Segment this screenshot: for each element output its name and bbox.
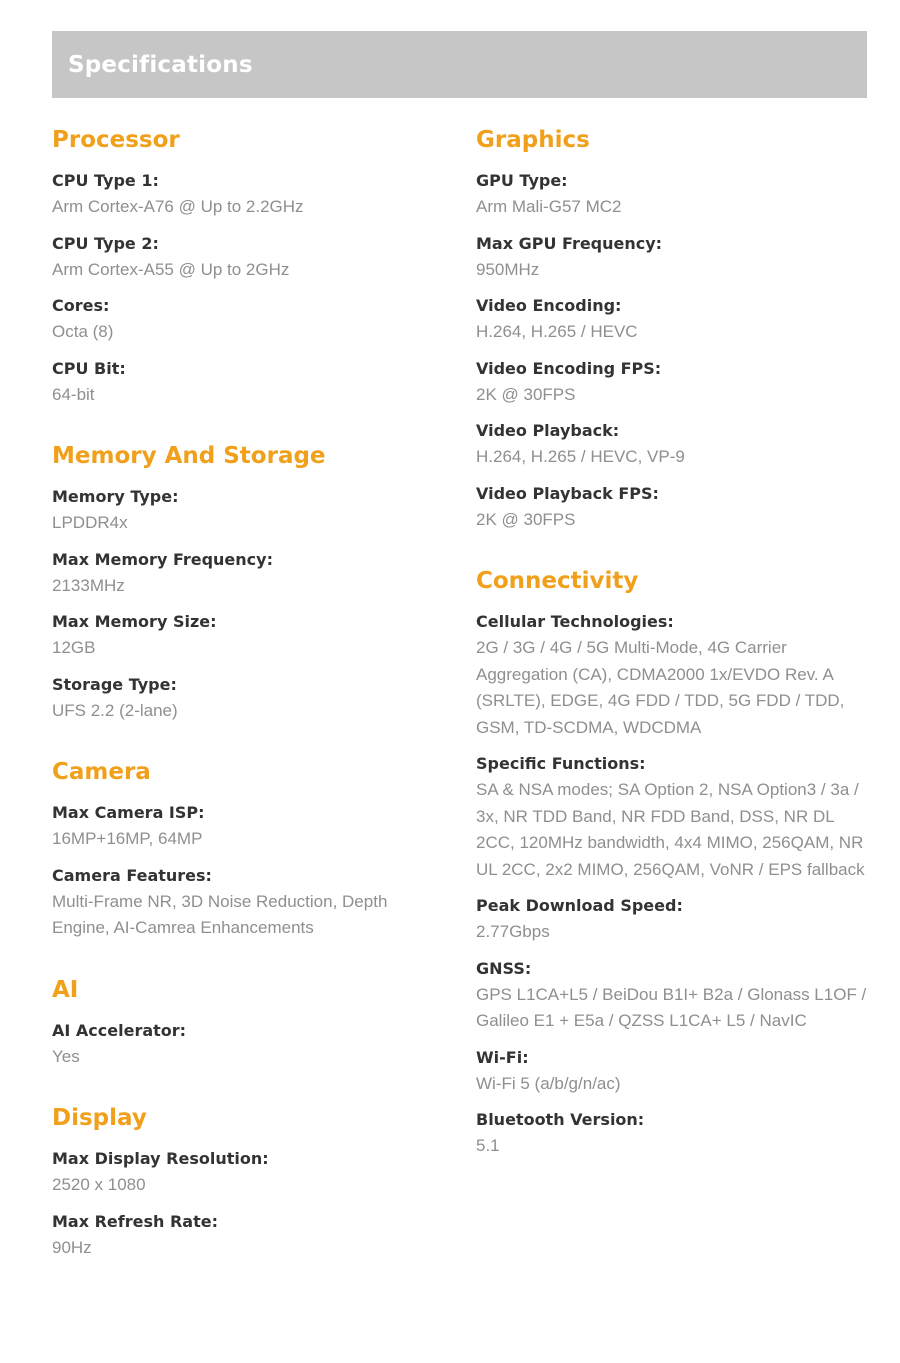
spec-item [52,1146,444,1199]
spec-value: 2G / 3G / 4G / 5G Multi-Mode, 4G Carrier Aggregation (CA), CDMA2000 1x/EVDO Rev. A (SRLTE), EDGE, 4G FDD / TDD, 5G FDD / TDD, GSM, TD-SCDMA, WDCDMA [476,638,845,737]
spec-item [52,547,444,600]
spec-value: 950MHz [476,259,540,279]
section-processor [52,125,444,408]
spec-value: Arm Mali-G57 MC2 [476,197,622,216]
spec-item [52,1209,444,1262]
section-connectivity [476,566,868,1160]
spec-item [476,481,868,534]
spec-label: Video Encoding: [476,296,622,315]
spec-label: Camera Features: [52,865,212,885]
spec-label: Bluetooth Version: [476,1110,645,1129]
spec-label: GPU Type: [476,171,568,190]
spec-label: Wi-Fi: [476,1047,529,1067]
spec-item [52,168,444,221]
section-title: Display [52,1105,147,1131]
spec-value: Arm Cortex-A76 @ Up to 2.2GHz [52,197,304,216]
spec-value: H.264, H.265 / HEVC [476,322,638,341]
right-column [476,125,868,1193]
spec-value: Wi-Fi 5 (a/b/g/n/ac) [476,1073,621,1093]
spec-value: 2133MHz [52,575,125,595]
page-title: Specifications [68,51,253,78]
spec-value: Multi-Frame NR, 3D Noise Reduction, Depth Engine, AI-Camrea Enhancements [52,891,388,937]
spec-label: CPU Type 1: [52,171,159,190]
spec-label: Memory Type: [52,487,179,506]
left-column [52,125,444,1294]
spec-value: 5.1 [476,1136,500,1155]
section-memory-and-storage [52,441,444,724]
section-ai [52,975,444,1071]
spec-value: GPS L1CA+L5 / BeiDou B1I+ B2a / Glonass L1OF / Galileo E1 + E5a / QZSS L1CA+ L5 / NavIC [476,984,867,1030]
spec-label: Max Display Resolution: [52,1149,269,1168]
spec-value: 64-bit [52,384,95,404]
spec-item [52,672,444,725]
spec-label: Video Playback: [476,421,620,440]
spec-value: 2.77Gbps [476,922,550,941]
spec-value: 2520 x 1080 [52,1175,146,1194]
spec-label: Video Playback FPS: [476,483,659,503]
spec-item [476,609,868,741]
spec-value: SA & NSA modes; SA Option 2, NSA Option3 / 3a / 3x, NR TDD Band, NR FDD Band, DSS, NR DL 2CC, 120MHz bandwidth, 4x4 MIMO, 256QAM, NR UL 2CC, 2x2 MIMO, 256QAM, VoNR / EPS fallback [476,780,865,879]
spec-item [52,863,444,942]
section-title: Memory And Storage [52,443,326,469]
spec-label: Cores: [52,296,110,315]
spec-label: Video Encoding FPS: [476,358,662,378]
spec-value: 2K @ 30FPS [476,509,576,529]
spec-label: GNSS: [476,958,532,978]
spec-label: Cellular Technologies: [476,612,674,631]
section-graphics [476,125,868,533]
spec-label: CPU Bit: [52,358,126,378]
spec-label: Max Refresh Rate: [52,1211,218,1231]
spec-value: UFS 2.2 (2-lane) [52,700,178,720]
spec-item [52,293,444,346]
spec-item [52,800,444,853]
spec-value: 90Hz [52,1237,92,1257]
section-display [52,1103,444,1261]
spec-label: CPU Type 2: [52,233,159,253]
spec-value: Octa (8) [52,322,114,341]
spec-label: Max Memory Frequency: [52,549,273,569]
spec-value: H.264, H.265 / HEVC, VP-9 [476,447,685,466]
spec-item [52,609,444,662]
section-title: Connectivity [476,568,639,594]
spec-label: Max Memory Size: [52,612,217,631]
spec-item [476,356,868,409]
spec-label: Max Camera ISP: [52,803,205,822]
spec-item [476,168,868,221]
spec-item [52,484,444,537]
spec-value: 12GB [52,638,96,657]
section-title: Processor [52,127,180,153]
specifications-header [52,31,867,98]
spec-item [476,418,868,471]
spec-label: Specific Functions: [476,754,646,773]
section-title: Graphics [476,127,590,153]
spec-label: Max GPU Frequency: [476,233,663,253]
spec-label: Peak Download Speed: [476,896,683,915]
spec-item [476,293,868,346]
spec-item [52,356,444,409]
spec-item [476,1045,868,1098]
spec-item [476,893,868,946]
spec-item [52,1018,444,1071]
spec-item [476,1107,868,1160]
spec-label: Storage Type: [52,674,177,694]
spec-item [476,231,868,284]
spec-item [52,231,444,284]
spec-item [476,751,868,883]
spec-value: 16MP+16MP, 64MP [52,829,203,848]
spec-value: Arm Cortex-A55 @ Up to 2GHz [52,259,290,279]
spec-value: Yes [52,1046,80,1066]
spec-value: 2K @ 30FPS [476,384,576,404]
section-title: Camera [52,759,151,785]
spec-value: LPDDR4x [52,513,128,532]
spec-label: AI Accelerator: [52,1020,187,1040]
section-title: AI [52,976,79,1003]
spec-item [476,956,868,1035]
section-camera [52,757,444,942]
